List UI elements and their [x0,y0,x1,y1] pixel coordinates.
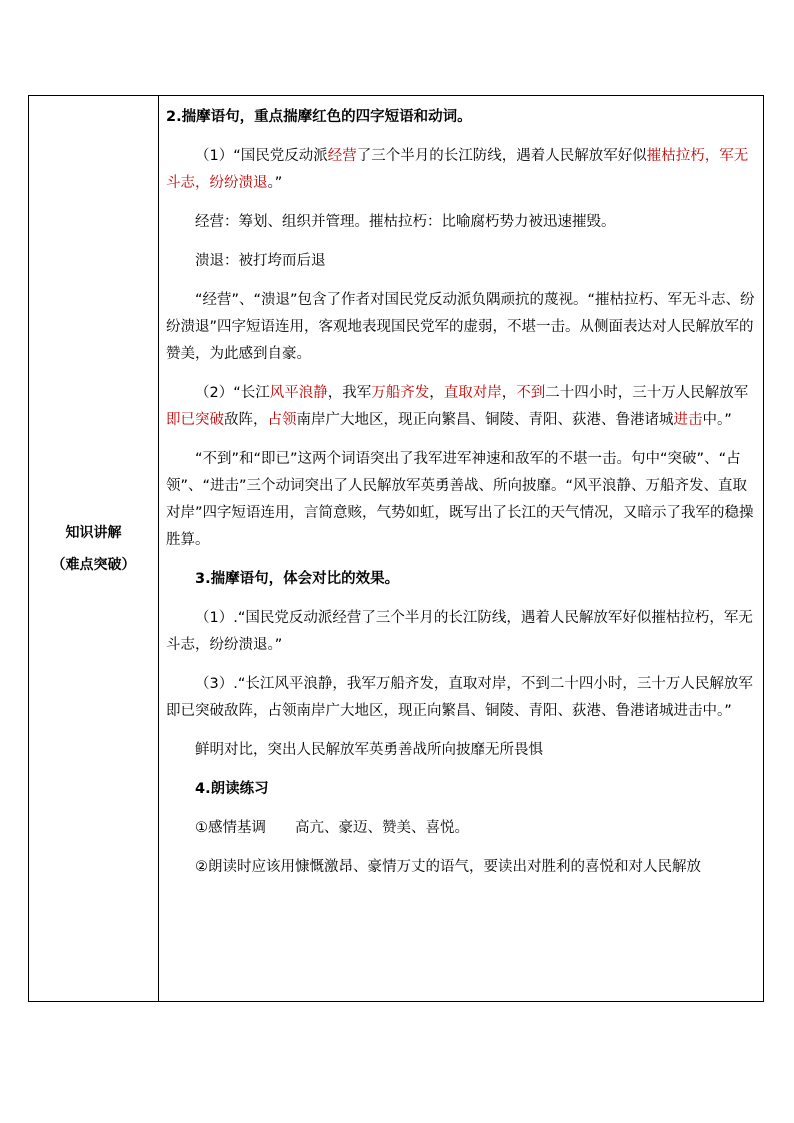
text-segment: （2）“长江 [195,385,270,401]
reading-instruction: ②朗读时应该用慷慨激昂、豪情万丈的语气，要读出对胜利的喜悦和对人民解放 [195,859,701,875]
quote-4: （3）.“长江风平浪静，我军万船齐发，直取对岸，不到二十四小时，三十万人民解放军即已突破敌阵，占领南岸广大地区，现正向繁昌、铜陵、青阳、荻港、鲁港诸城进击中。” [166,676,753,719]
reading-tone: ①感情基调 高亢、豪迈、赞美、喜悦。 [195,820,469,836]
section-label: 知识讲解 [65,524,122,541]
lesson-table [28,95,764,1002]
text-segment: 中。” [702,412,732,428]
highlighted-phrase: 风平浪静 [269,385,328,401]
text-segment: 了三个半月的长江防线，遇着人民解放军好似 [356,148,647,164]
definition-2: 溃退：被打垮而后退 [195,253,326,269]
text-segment: 。” [267,175,283,191]
content-cell [159,96,763,1001]
section-label-cell [29,96,159,1001]
heading-reading: 4.朗读练习 [195,781,269,797]
highlighted-phrase: 即已突破 [166,412,224,428]
highlighted-phrase: 摧枯拉朽，军无斗志，纷纷溃退 [166,148,749,191]
section-sublabel: （难点突破） [51,556,136,573]
highlighted-phrase: 进击 [673,412,703,428]
quote-1 [166,143,757,197]
analysis-2: “不到”和“即已”这两个词语突出了我军进军神速和敌军的不堪一击。句中“突破”、“占领”、“进击”三个动词突出了人民解放军英勇善战、所向披靡。“风平浪静、万船齐发、直取对岸”四字短语连用，言简意赅，气势如虹，既写出了长江的天气情况，又暗示了我军的稳操胜算。 [166,451,754,548]
analysis-3: 鲜明对比，突出人民解放军英勇善战所向披靡无所畏惧 [195,742,543,758]
heading-contrast: 3.揣摩语句，体会对比的效果。 [195,571,400,587]
highlighted-phrase: 经营 [327,148,357,164]
highlighted-phrase: 占领 [267,412,297,428]
heading-analyze-phrases: 2.揣摩语句，重点揣摩红色的四字短语和动词。 [166,109,472,125]
quote-2 [166,380,757,434]
text-segment: ，我军 [327,385,372,401]
text-segment: （1）“国民党反动派 [195,148,328,164]
highlighted-phrase: 万船齐发 [371,385,430,401]
text-segment: ， [501,385,517,401]
highlighted-phrase: 直取对岸 [443,385,502,401]
quote-3: （1）.“国民党反动派经营了三个半月的长江防线，遇着人民解放军好似摧枯拉朽，军无斗志，纷纷溃退。” [166,610,753,653]
text-segment: 二十四小时，三十万人民解放军 [545,385,749,401]
analysis-1: “经营”、“溃退”包含了作者对国民党反动派负隅顽抗的蔑视。“摧枯拉朽、军无斗志、纷纷溃退”四字短语连用，客观地表现国民党军的虚弱，不堪一击。从侧面表达对人民解放军的赞美，为此感到自豪。 [166,292,755,362]
text-segment: 敌阵， [224,412,268,428]
highlighted-phrase: 不到 [516,385,546,401]
text-segment: ， [429,385,444,401]
text-segment: 南岸广大地区，现正向繁昌、铜陵、青阳、荻港、鲁港诸城 [296,412,674,428]
definition-1: 经营：筹划、组织并管理。摧枯拉朽：比喻腐朽势力被迅速摧毁。 [195,214,616,230]
